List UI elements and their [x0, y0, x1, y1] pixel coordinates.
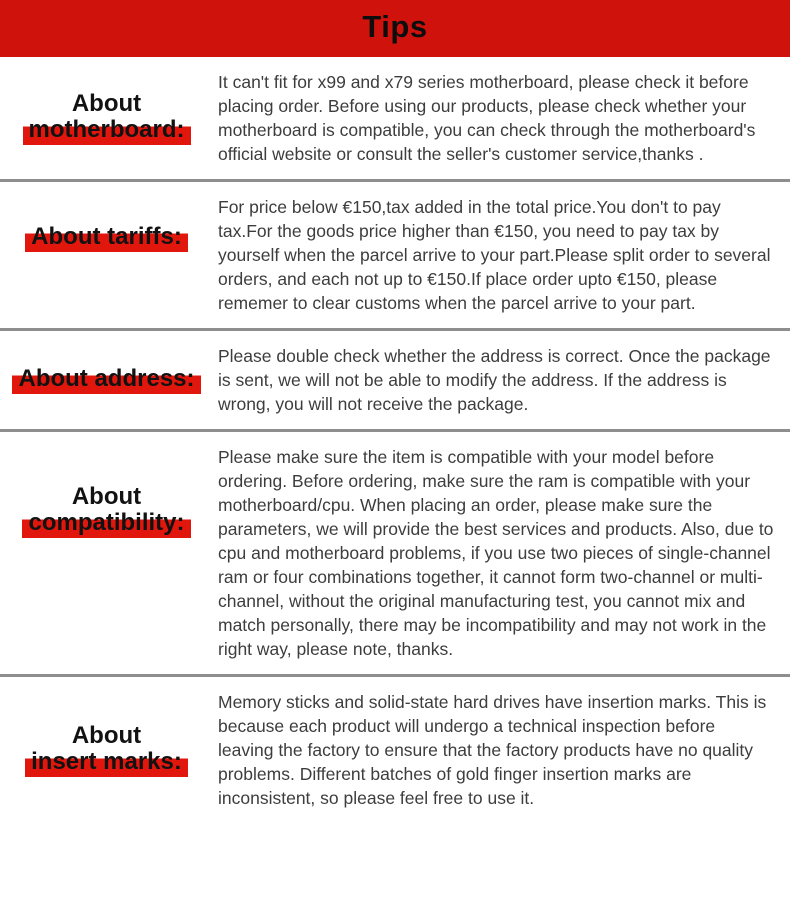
section-body-text: Please double check whether the address is correct. Once the package is sent, we will not be able to modify the address. If the address is wrong, you will not receive the package.	[218, 346, 771, 414]
section-label-line-highlighted: About address:	[12, 366, 200, 394]
section-label	[0, 331, 213, 429]
section-body	[213, 677, 790, 823]
tips-section-about-address	[0, 328, 790, 429]
tips-section-about-motherboard	[0, 57, 790, 179]
tips-header	[0, 0, 790, 57]
tips-section-about-insert-marks	[0, 674, 790, 823]
tips-section-about-compatibility	[0, 429, 790, 674]
page-title: Tips	[362, 9, 428, 44]
section-label-line: About	[71, 483, 142, 510]
section-label-line: About	[71, 90, 142, 117]
section-body-text: For price below €150,tax added in the total price.You don't to pay tax.For the goods price higher than €150, you need to pay tax by yourself when the parcel arrive to your part.Please split order to several orders, and each not up to €150.If place order upto €150, please rememer to clear customs when the parcel arrive to your part.	[218, 197, 771, 313]
section-label	[0, 57, 213, 179]
section-label-line-highlighted: insert marks:	[25, 749, 188, 777]
section-label-line-highlighted: About tariffs:	[25, 224, 188, 252]
section-label-line: About	[71, 722, 142, 749]
section-body-text: Memory sticks and solid-state hard drives have insertion marks. This is because each product will undergo a technical inspection before leaving the factory to ensure that the factory products have no quality problems. Different batches of gold finger insertion marks are inconsistent, so please feel free to use it.	[218, 692, 767, 808]
section-body-text: It can't fit for x99 and x79 series motherboard, please check it before placing order. Before using our products, please check whether your motherboard is compatible, you can check through the motherboard's official website or consult the seller's customer service,thanks .	[218, 72, 756, 164]
section-label-line-highlighted: compatibility:	[22, 510, 190, 538]
section-label	[0, 182, 213, 328]
section-body	[213, 57, 790, 179]
tips-sections	[0, 57, 790, 823]
section-body	[213, 432, 790, 674]
section-label	[0, 677, 213, 823]
section-body-text: Please make sure the item is compatible with your model before ordering. Before ordering, make sure the ram is compatible with your motherboard/cpu. When placing an order, please make sure the parameters, we will provide the best services and products. Also, due to cpu and motherboard problems, if you use two pieces of single-channel ram or four combinations together, it cannot form two-channel or multi-channel, without the original manufacturing test, you cannot mix and match personally, there may be incompatibility and may not work in the right way, please note, thanks.	[218, 447, 774, 659]
section-label	[0, 432, 213, 674]
section-body	[213, 182, 790, 328]
tips-section-about-tariffs	[0, 179, 790, 328]
section-body	[213, 331, 790, 429]
section-label-line-highlighted: motherboard:	[23, 117, 191, 145]
